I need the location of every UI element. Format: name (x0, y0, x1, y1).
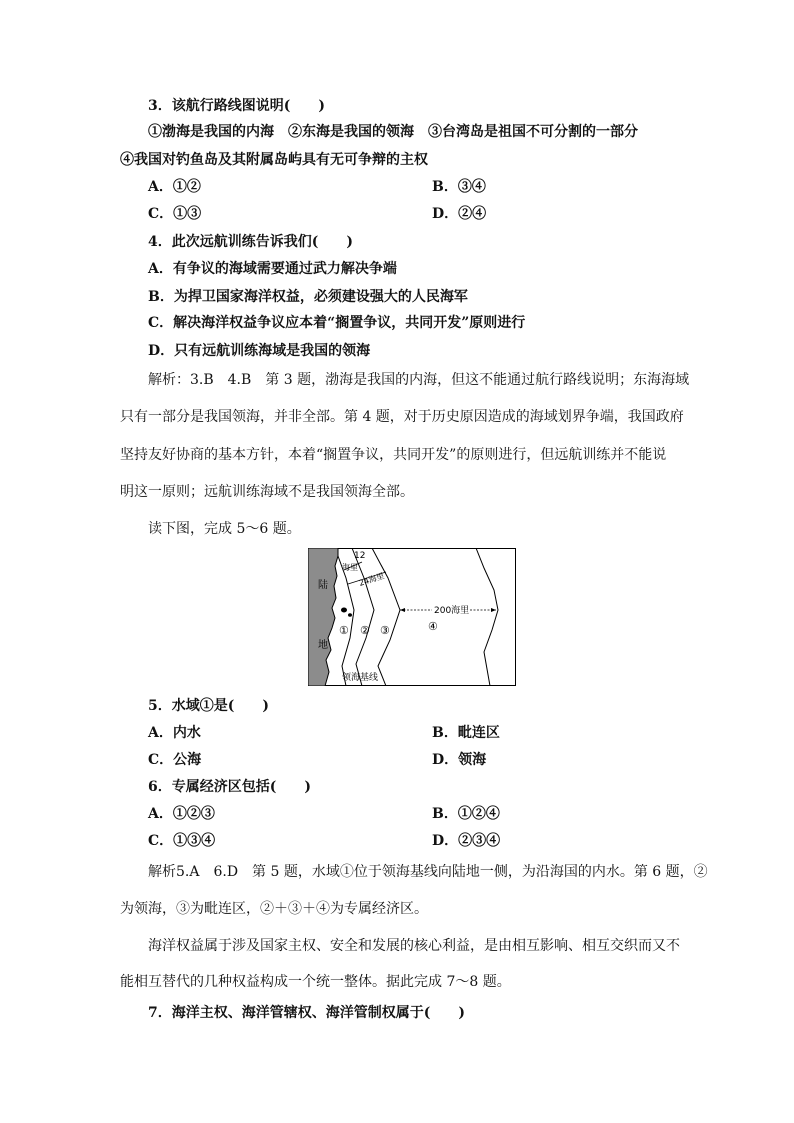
q3-statement-line-2: ④我国对钓鱼岛及其附属岛屿具有无可争辩的主权 (120, 152, 428, 168)
land-label-1: 陆 (318, 580, 328, 591)
label-12-unit: 海里 (342, 563, 358, 572)
q6-option-d: D．②③④ (432, 833, 501, 849)
q4-option-a: A．有争议的海域需要通过武力解决争端 (148, 261, 397, 277)
q6-option-a: A．①②③ (148, 806, 215, 822)
q4-option-b: B．为捍卫国家海洋权益，必须建设强大的人民海军 (148, 289, 468, 305)
passage-line-2: 能相互替代的几种权益构成一个统一整体。据此完成 7～8 题。 (120, 974, 511, 990)
baseline-label: 领海基线 (342, 673, 379, 683)
q5-stem: 5．水域①是( ) (148, 698, 269, 714)
land-label-2: 地 (318, 640, 328, 651)
q4-stem: 4．此次远航训练告诉我们( ) (148, 234, 353, 250)
q4-option-d: D．只有远航训练海域是我国的领海 (148, 343, 371, 359)
analysis-2-line-1: 解析5.A 6.D 第 5 题，水域①位于领海基线向陆地一侧，为沿海国的内水。第 6 题，② (148, 864, 708, 880)
q6-option-b: B．①②④ (432, 806, 500, 822)
label-24: 24海里 (357, 571, 386, 588)
passage-line-1: 海洋权益属于涉及国家主权、安全和发展的核心利益，是由相互影响、相互交织而又不 (148, 938, 680, 954)
q6-stem: 6．专属经济区包括( ) (148, 779, 311, 795)
analysis-2-line-2: 为领海，③为毗连区，②＋③＋④为专属经济区。 (120, 901, 428, 917)
q3-option-b: B．③④ (432, 179, 486, 195)
q3-option-d: D．②④ (432, 206, 487, 222)
island-1 (341, 608, 347, 613)
zone-4-label: ④ (428, 620, 438, 633)
island-2 (348, 613, 352, 617)
q3-stem: 3．该航行路线图说明( ) (148, 98, 325, 114)
analysis-1-line-2: 只有一部分是我国领海，并非全部。第 4 题，对于历史原因造成的海域划界争端，我国政府 (120, 409, 684, 425)
q5-option-a: A．内水 (148, 725, 201, 741)
q3-option-a: A．①② (148, 179, 201, 195)
zone-1-label: ① (339, 624, 349, 637)
label-200: 200海里 (434, 606, 470, 616)
analysis-1-line-3: 坚持友好协商的基本方针，本着“搁置争议，共同开发”的原则进行，但远航训练并不能说 (120, 447, 667, 463)
analysis-1-line-1: 解析：3.B 4.B 第 3 题，渤海是我国的内海，但这不能通过航行路线说明；东海海域 (148, 372, 690, 388)
q3-statement-line-1: ①渤海是我国的内海 ②东海是我国的领海 ③台湾岛是祖国不可分割的一部分 (148, 124, 638, 140)
read-prompt: 读下图，完成 5～6 题。 (148, 521, 301, 537)
q3-option-c: C．①③ (148, 206, 202, 222)
q4-option-c: C．解决海洋权益争议应本着“搁置争议，共同开发”原则进行 (148, 315, 526, 331)
zone-2-label: ② (360, 624, 370, 637)
q5-option-c: C．公海 (148, 752, 202, 768)
maritime-zones-map (308, 548, 516, 686)
q6-option-c: C．①③④ (148, 833, 216, 849)
q7-stem: 7．海洋主权、海洋管辖权、海洋管制权属于( ) (148, 1005, 465, 1021)
zone-3-label: ③ (380, 624, 390, 637)
analysis-1-line-4: 明这一原则；远航训练海域不是我国领海全部。 (120, 484, 414, 500)
q5-option-d: D．领海 (432, 752, 487, 768)
label-12: 12 (354, 551, 366, 561)
q5-option-b: B．毗连区 (432, 725, 500, 741)
